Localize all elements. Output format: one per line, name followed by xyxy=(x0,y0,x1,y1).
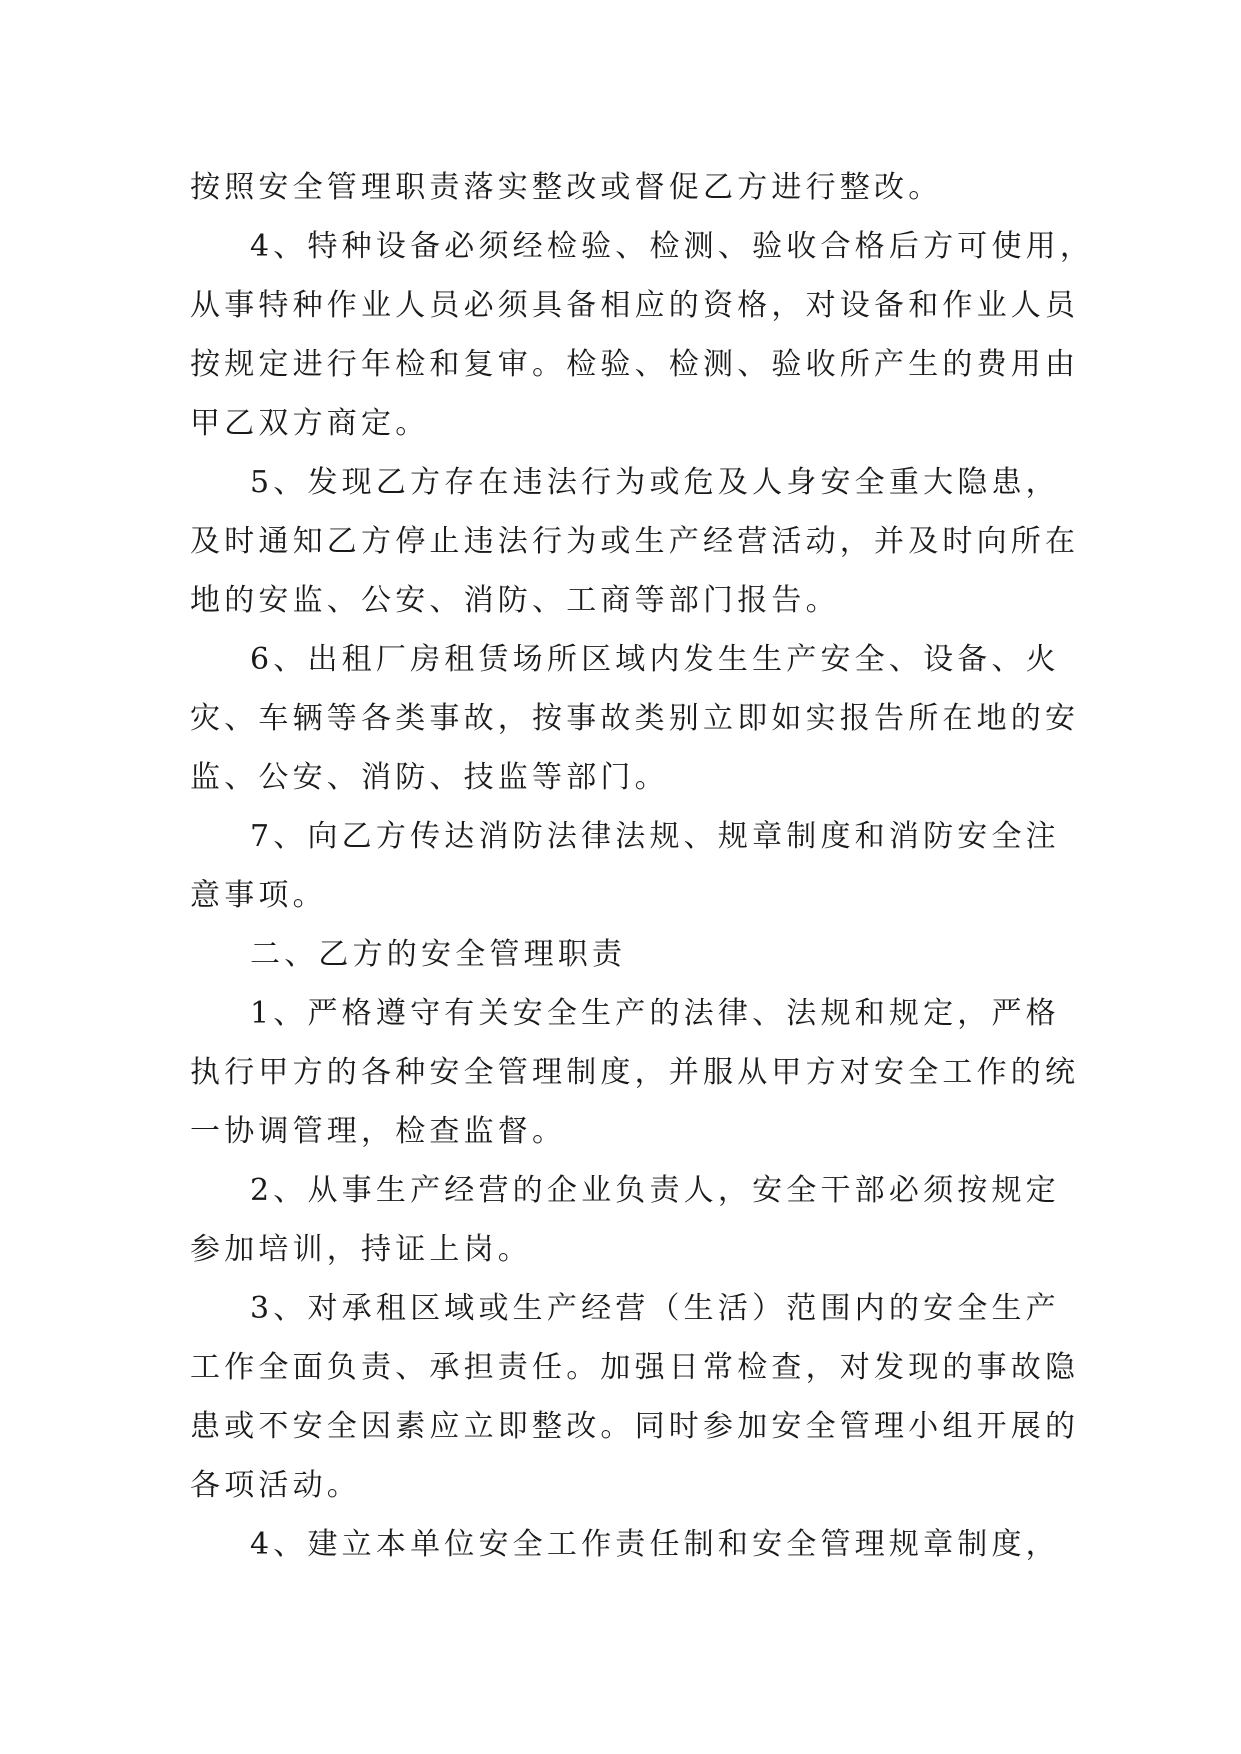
text-line: 意事项。 xyxy=(190,878,327,913)
text-line: 灾、车辆等各类事故，按事故类别立即如实报告所在地的安 xyxy=(190,701,1080,736)
text-line: 7、向乙方传达消防法律法规、规章制度和消防安全注 xyxy=(250,819,1060,854)
text-line: 工作全面负责、承担责任。加强日常检查，对发现的事故隐 xyxy=(190,1350,1080,1385)
text-line: 按规定进行年检和复审。检验、检测、验收所产生的费用由 xyxy=(190,347,1080,382)
text-line: 各项活动。 xyxy=(190,1468,361,1503)
text-line: 按照安全管理职责落实整改或督促乙方进行整改。 xyxy=(190,170,943,205)
text-line: 4、建立本单位安全工作责任制和安全管理规章制度， xyxy=(250,1527,1060,1562)
text-line: 1、严格遵守有关安全生产的法律、法规和规定，严格 xyxy=(250,996,1060,1031)
text-line: 患或不安全因素应立即整改。同时参加安全管理小组开展的 xyxy=(190,1409,1080,1444)
text-line: 从事特种作业人员必须具备相应的资格，对设备和作业人员 xyxy=(190,288,1080,323)
text-line: 3、对承租区域或生产经营（生活）范围内的安全生产 xyxy=(250,1291,1060,1326)
text-line: 及时通知乙方停止违法行为或生产经营活动，并及时向所在 xyxy=(190,524,1080,559)
text-line: 2、从事生产经营的企业负责人，安全干部必须按规定 xyxy=(250,1173,1060,1208)
text-line: 执行甲方的各种安全管理制度，并服从甲方对安全工作的统 xyxy=(190,1055,1080,1090)
text-line: 5、发现乙方存在违法行为或危及人身安全重大隐患， xyxy=(250,465,1060,500)
section-heading: 二、乙方的安全管理职责 xyxy=(250,937,627,972)
text-line: 4、特种设备必须经检验、检测、验收合格后方可使用， xyxy=(250,229,1095,264)
document-body xyxy=(190,158,1095,1574)
text-line: 参加培训，持证上岗。 xyxy=(190,1232,532,1267)
text-line: 监、公安、消防、技监等部门。 xyxy=(190,760,669,795)
text-line: 地的安监、公安、消防、工商等部门报告。 xyxy=(190,583,840,618)
text-line: 一协调管理，检查监督。 xyxy=(190,1114,567,1149)
text-line: 甲乙双方商定。 xyxy=(190,406,430,441)
text-line: 6、出租厂房租赁场所区域内发生生产安全、设备、火 xyxy=(250,642,1060,677)
